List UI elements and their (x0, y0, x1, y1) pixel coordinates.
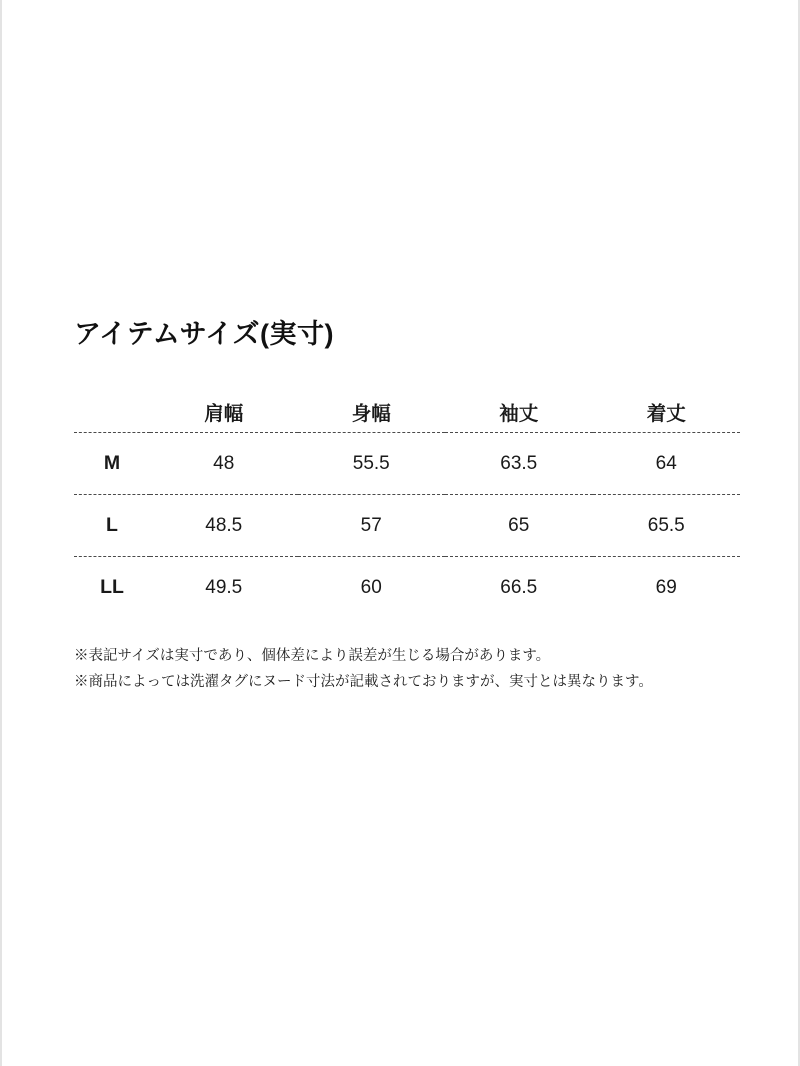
cell-m-length: 64 (655, 452, 677, 474)
note-line-2: ※商品によっては洗濯タグにヌード寸法が記載されておりますが、実寸とは異なります。 (74, 673, 653, 690)
cell-ll-length: 69 (655, 576, 677, 598)
table-row (74, 557, 740, 619)
column-header-length: 着丈 (646, 403, 686, 426)
table-row (74, 433, 740, 495)
column-header-shoulder: 肩幅 (204, 403, 244, 426)
cell-m-chest: 55.5 (352, 452, 390, 474)
column-header-chest: 身幅 (351, 403, 391, 426)
note-line-1: ※表記サイズは実寸であり、個体差により誤差が生じる場合があります。 (74, 648, 551, 665)
page-title: アイテムサイズ(実寸) (74, 319, 335, 349)
cell-m-shoulder: 48 (213, 452, 235, 474)
table-header-row (74, 392, 740, 433)
size-section (74, 318, 742, 695)
cell-l-sleeve: 65 (508, 514, 530, 536)
row-label-l: L (106, 514, 118, 537)
size-table-head (74, 392, 740, 433)
row-label-m: M (103, 452, 121, 475)
row-label-ll: LL (100, 576, 124, 599)
cell-m-sleeve: 63.5 (500, 452, 538, 474)
size-table (74, 392, 740, 618)
column-header-sleeve: 袖丈 (499, 403, 539, 426)
table-row (74, 495, 740, 557)
table-corner-cell (74, 392, 150, 433)
size-table-body (74, 433, 740, 619)
cell-ll-chest: 60 (360, 576, 382, 598)
cell-ll-shoulder: 49.5 (205, 576, 243, 598)
cell-ll-sleeve: 66.5 (500, 576, 538, 598)
cell-l-shoulder: 48.5 (205, 514, 243, 536)
notes-block (74, 644, 740, 695)
cell-l-length: 65.5 (647, 514, 685, 536)
cell-l-chest: 57 (360, 514, 382, 536)
